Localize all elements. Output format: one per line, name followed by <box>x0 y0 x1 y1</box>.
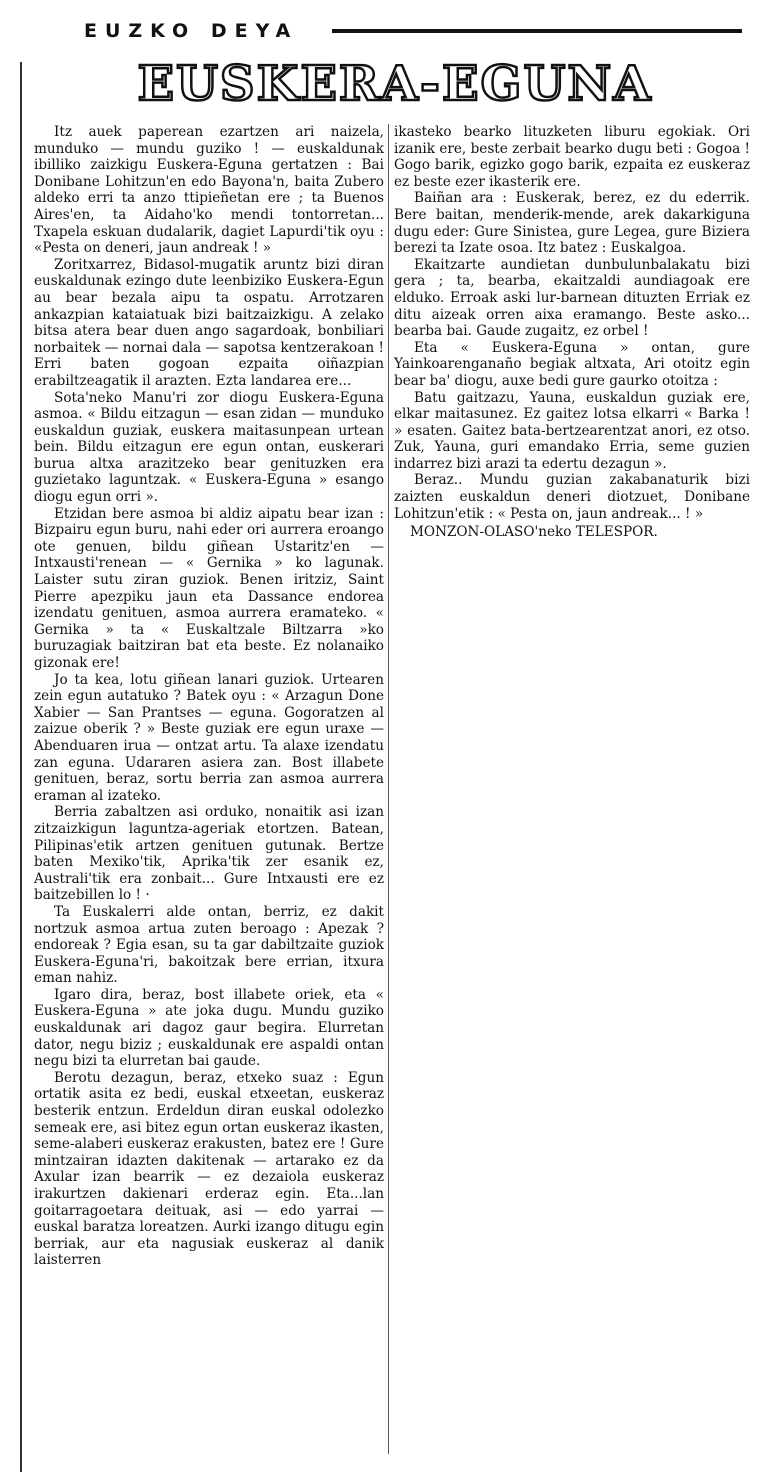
paragraph: Berria zabaltzen asi orduko, nonaitik asi izan zitzaizkigun laguntza-ageriak etortzen. Batean, Pilipinas'etik artzen genituen gutunak. Bertze baten Mexiko'tik, Aprika'tik zer esanik ez, Australi'tik era zonbait... Gure Intxausti ere ez baitzebillen lo ! · <box>34 804 384 904</box>
left-edge-rule <box>20 62 22 1472</box>
paragraph: ikasteko bearko lituzketen liburu egokiak. Ori izanik ere, beste zerbait bearko dugu beti : Gogoa ! Gogo barik, egizko gogo barik, ezpaita ez euskeraz ez beste ezer ikasterik ere. <box>394 124 750 190</box>
left-column <box>34 124 384 1269</box>
paragraph: Etzidan bere asmoa bi aldiz aipatu bear izan : Bizpairu egun buru, nahi eder ori aurrera eroango ote genuen, bildu giñean Ustaritz'en — Intxausti'renean — « Gernika » ko lagunak. Laister sutu ziran guziok. Benen iritziz, Saint Pierre apezpiku jaun eta Dassance endorea izendatu genituen, asmoa aurrera eramateko. « Gernika » ta « Euskaltzale Biltzarra »ko buruzagiak baitziran bat eta beste. Ez nolanaiko gizonak ere! <box>34 505 384 671</box>
column-separator <box>388 124 389 1454</box>
paragraph: Itz auek paperean ezartzen ari naizela, munduko — mundu guziko ! — euskaldunak ibilliko zaizkigu Euskera-Eguna gertatzen : Bai Donibane Lohitzun'en edo Bayona'n, baita Zubero aldeko erri ta anzo ttipieñetan ere ; ta Buenos Aires'en, ta Aidaho'ko mendi tontorretan... Txapela eskuan dudalarik, dagiet Lapurdi'tik oyu : «Pesta on deneri, jaun andreak ! » <box>34 124 384 257</box>
article-title: EUSKERA-EGUNA <box>137 56 653 112</box>
header-rule <box>332 29 742 33</box>
paragraph: Sota'neko Manu'ri zor diogu Euskera-Eguna asmoa. « Bildu eitzagun — esan zidan — munduko euskaldun guziak, euskera maitasunpean urtean bein. Bildu eitzagun ere egun ontan, euskerari burua altxa arazitzeko bear genituzken era guzietako laguntzak. « Euskera-Eguna » esango diogu egun orri ». <box>34 389 384 506</box>
right-column <box>394 124 750 541</box>
paragraph: Beraz.. Mundu guzian zakabanaturik bizi zaizten euskaldun deneri diotzuet, Donibane Lohitzun'etik : « Pesta on, jaun andreak... ! » <box>394 472 750 522</box>
paragraph: Berotu dezagun, beraz, etxeko suaz : Egun ortatik asita ez bedi, euskal etxeetan, euskeraz besterik entzun. Erdeldun diran euskal odolezko semeak ere, asi bitez egun ortan euskeraz ikasten, seme-alaberi euskeraz erakusten, batez ere ! Gure mintzairan idazten dakitenak — artarako ez da Axular izan bearrik — ez dezaiola euskeraz irakurtzen dakienari erderaz egin. Eta...lan goitarragoetara deituak, asi — edo yarrai — euskal baratza loreatzen. Aurki izango ditugu egin berriak, aur eta nagusiak euskeraz al danik laisterren <box>34 1069 384 1269</box>
paragraph: Ta Euskalerri alde ontan, berriz, ez dakit nortzuk asmoa artua zuten beroago : Apezak ? endoreak ? Egia esan, su ta gar dabiltzaite guziok Euskera-Eguna'ri, bakoitzak bere errian, itxura eman nahiz. <box>34 903 384 987</box>
page-header <box>84 18 744 48</box>
paragraph: Igaro dira, beraz, bost illabete oriek, eta « Euskera-Eguna » ate joka dugu. Mundu guziko euskaldunak ari dagoz gaur begira. Elurretan dator, negu biziz ; euskaldunak ere aspaldi ontan negu bizi ta elurretan bai gaude. <box>34 986 384 1070</box>
paragraph: Zoritxarrez, Bidasol-mugatik aruntz bizi diran euskaldunak ezingo dute leenbiziko Euskera-Egun au bear bezala aipu ta ospatu. Arrotzaren ankazpian kataiatuak bizi baitzaizkigu. A zelako bitsa atera bear duen ango sagardoak, bonbiliari norbaitek — nornai dala — sapotsa kentzerakoan ! Erri baten gogoan ezpaita oiñazpian erabiltzeagatik il arazten. Ezta landarea ere... <box>34 256 384 389</box>
paragraph: Eta « Euskera-Eguna » ontan, gure Yainkoarenganaño begiak altxata, Ari otoitz egin bear ba' diogu, auxe bedi gure gaurko otoitza : <box>394 339 750 389</box>
paragraph: Baiñan ara : Euskerak, berez, ez du ederrik. Bere baitan, menderik-mende, arek dakarkiguna dugu eder: Gure Sinistea, gure Legea, gure Biziera berezi ta Izate osoa. Itz batez : Euskalgoa. <box>394 190 750 257</box>
paragraph: Batu gaitzazu, Yauna, euskaldun guziak ere, elkar maitasunez. Ez gaitez lotsa elkarri « Barka ! » esaten. Gaitez bata-bertzearentzat anori, ez otso. Zuk, Yauna, guri emandako Erria, seme guzien indarrez bizi arazi ta edertu dezagun ». <box>394 389 750 472</box>
publication-name: EUZKO DEYA <box>84 20 299 42</box>
paragraph: Ekaitzarte aundietan dunbulunbalakatu bizi gera ; ta, bearba, ekaitzaldi aundiagoak ere elduko. Erroak aski lur-barnean dituzten Erriak ez ditu aizeak orren aixa eramango. Beste asko... bearba bai. Gaude zugaitz, ez orbel ! <box>394 256 750 340</box>
paragraph: Jo ta kea, lotu giñean lanari guziok. Urtearen zein egun autatuko ? Batek oyu : « Arzagun Done Xabier — San Prantses — eguna. Gogoratzen al zaizue oberik ? » Beste guziak ere egun uraxe — Abenduaren irua — ontzat artu. Ta alaxe izendatu zan eguna. Udararen asiera zan. Bost illabete genituen, beraz, sortu berria zan asmoa aurrera eraman al izateko. <box>34 671 384 804</box>
author-signature: MONZON-OLASO'neko TELESPOR. <box>410 524 658 541</box>
